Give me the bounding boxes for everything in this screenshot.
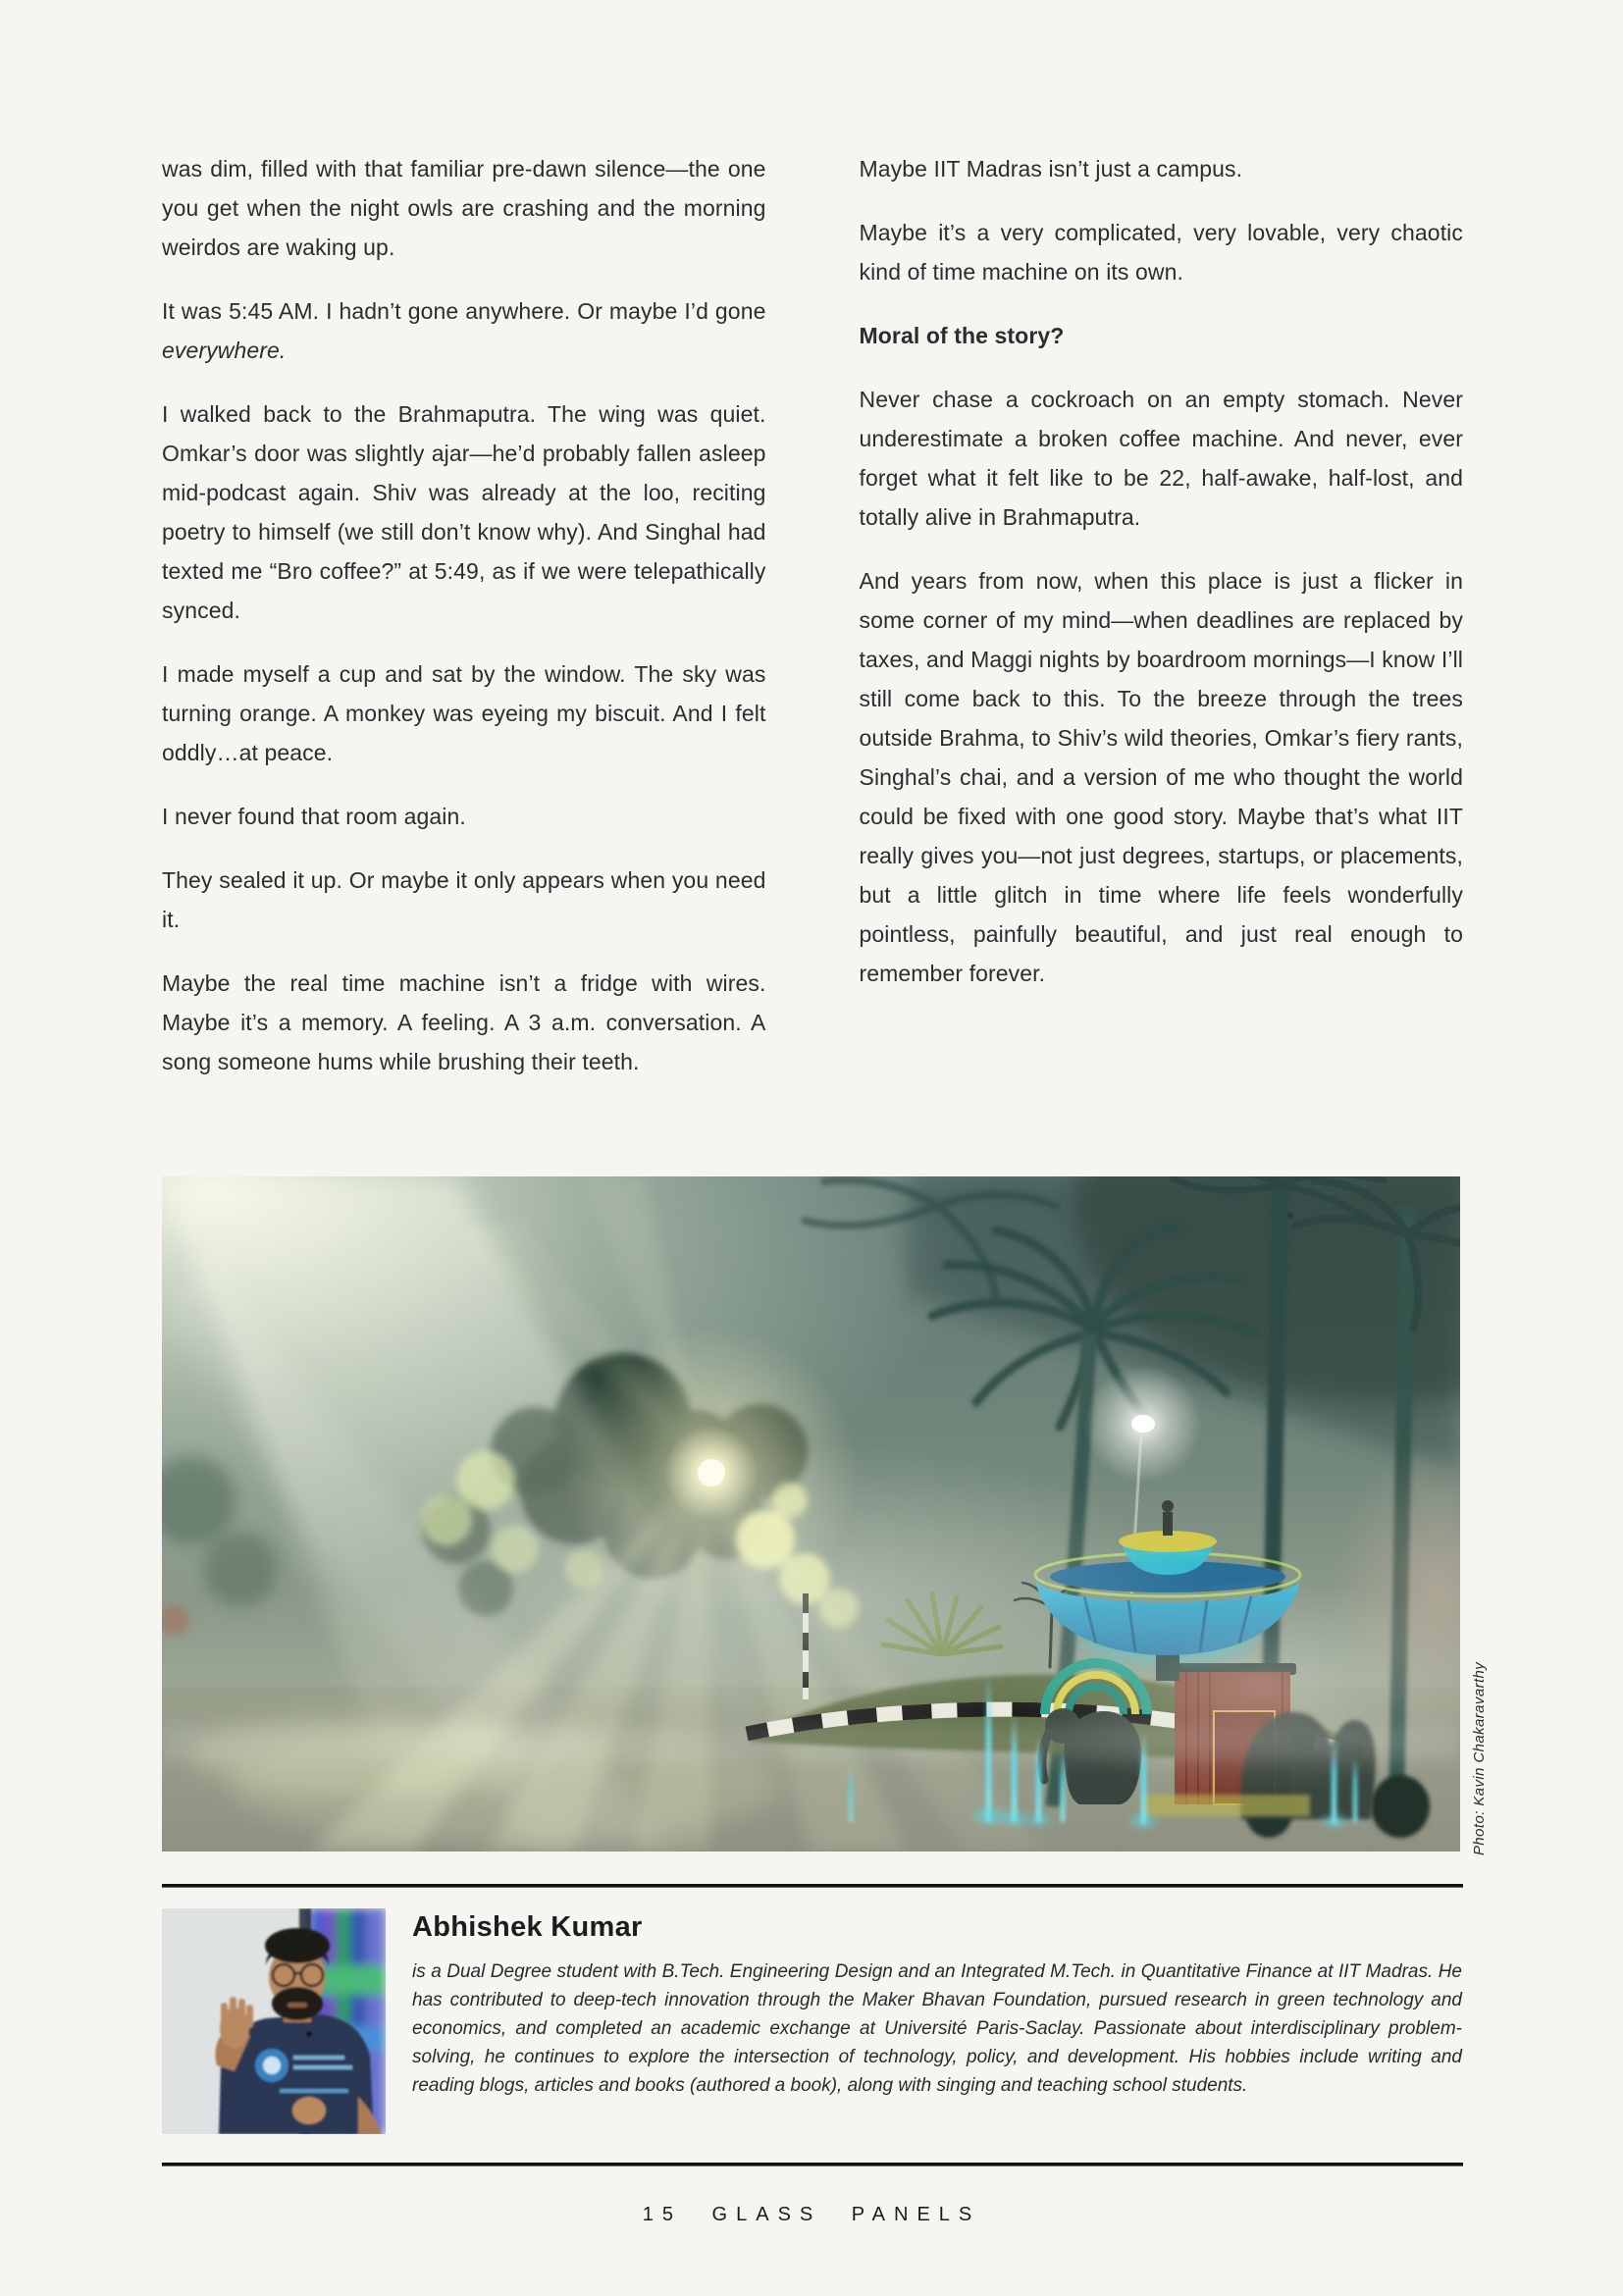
divider-bottom: [162, 2163, 1463, 2166]
campus-photo-illustration: [162, 1176, 1460, 1852]
page-footer: 15 GLASS PANELS: [642, 2204, 981, 2225]
body-paragraph: Maybe it’s a very complicated, very lovable, very chaotic kind of time machine on its own.: [859, 220, 1463, 285]
body-paragraph: And years from now, when this place is just a flicker in some corner of my mind—when deadlines are replaced by taxes, and Maggi nights by boardroom mornings—I know I’ll still come back to this. To the breeze through the trees outside Brahma, to Shiv’s wild theories, Omkar’s fiery rants, Singhal’s chai, and a version of me who thought the world could be fixed with one good story. Maybe that’s what IIT really gives you—not just degrees, startups, or placements, but a little glitch in time where life feels wonderfully pointless, painfully beautiful, and just real enough to remember forever.: [859, 568, 1463, 986]
body-paragraph: I made myself a cup and sat by the window. The sky was turning orange. A monkey was eyeing my biscuit. And I felt oddly…at peace.: [162, 661, 766, 765]
divider-top: [162, 1884, 1463, 1888]
body-paragraph: They sealed it up. Or maybe it only appears when you need it.: [162, 867, 766, 932]
body-paragraph: [162, 291, 766, 370]
article-body: [162, 149, 1463, 1106]
body-paragraph: Maybe IIT Madras isn’t just a campus.: [859, 156, 1243, 182]
author-photo-illustration: [162, 1908, 386, 2134]
body-paragraph: was dim, filled with that familiar pre-dawn silence—the one you get when the night owls are crashing and the morning weirdos are waking up.: [162, 156, 766, 260]
article-column-right: [860, 149, 1464, 1106]
body-paragraph: I walked back to the Brahmaputra. The wing was quiet. Omkar’s door was slightly ajar—he’d probably fallen asleep mid-podcast again. Shiv was already at the loo, reciting poetry to himself (we still don’t know why). And Singhal had texted me “Bro coffee?” at 5:49, as if we were telepathically synced.: [162, 401, 766, 623]
section-heading: Moral of the story?: [859, 323, 1065, 348]
campus-photo: [162, 1176, 1460, 1852]
author-bio-text-block: [412, 1911, 1462, 2100]
body-text-italic: everywhere.: [162, 338, 287, 363]
body-paragraph: Maybe the real time machine isn’t a fridge with wires. Maybe it’s a memory. A feeling. A 3 a.m. conversation. A song someone hums while brushing their teeth.: [162, 970, 766, 1074]
body-paragraph: Never chase a cockroach on an empty stomach. Never underestimate a broken coffee machine. And never, ever forget what it felt like to be 22, half-awake, half-lost, and totally alive in Brahmaputra.: [859, 387, 1463, 530]
article-column-left: [162, 149, 766, 1106]
author-name: Abhishek Kumar: [412, 1911, 643, 1943]
photo-credit: Photo: Kavin Chakaravarthy: [1471, 1661, 1488, 1855]
author-bio: is a Dual Degree student with B.Tech. Engineering Design and an Integrated M.Tech. in Quantitative Finance at IIT Madras. He has contributed to deep-tech innovation through the Maker Bhavan Foundation, pursued research in green technology and economics, and completed an academic exchange at Université Paris-Saclay. Passionate about interdisciplinary problem-solving, he continues to explore the intersection of technology, policy, and development. His hobbies include writing and reading blogs, articles and books (authored a book), along with singing and teaching school students.: [412, 1961, 1462, 2096]
body-text: It was 5:45 AM. I hadn’t gone anywhere. Or maybe I’d gone: [162, 298, 766, 324]
body-paragraph: I never found that room again.: [162, 804, 466, 829]
author-photo: [162, 1908, 386, 2134]
